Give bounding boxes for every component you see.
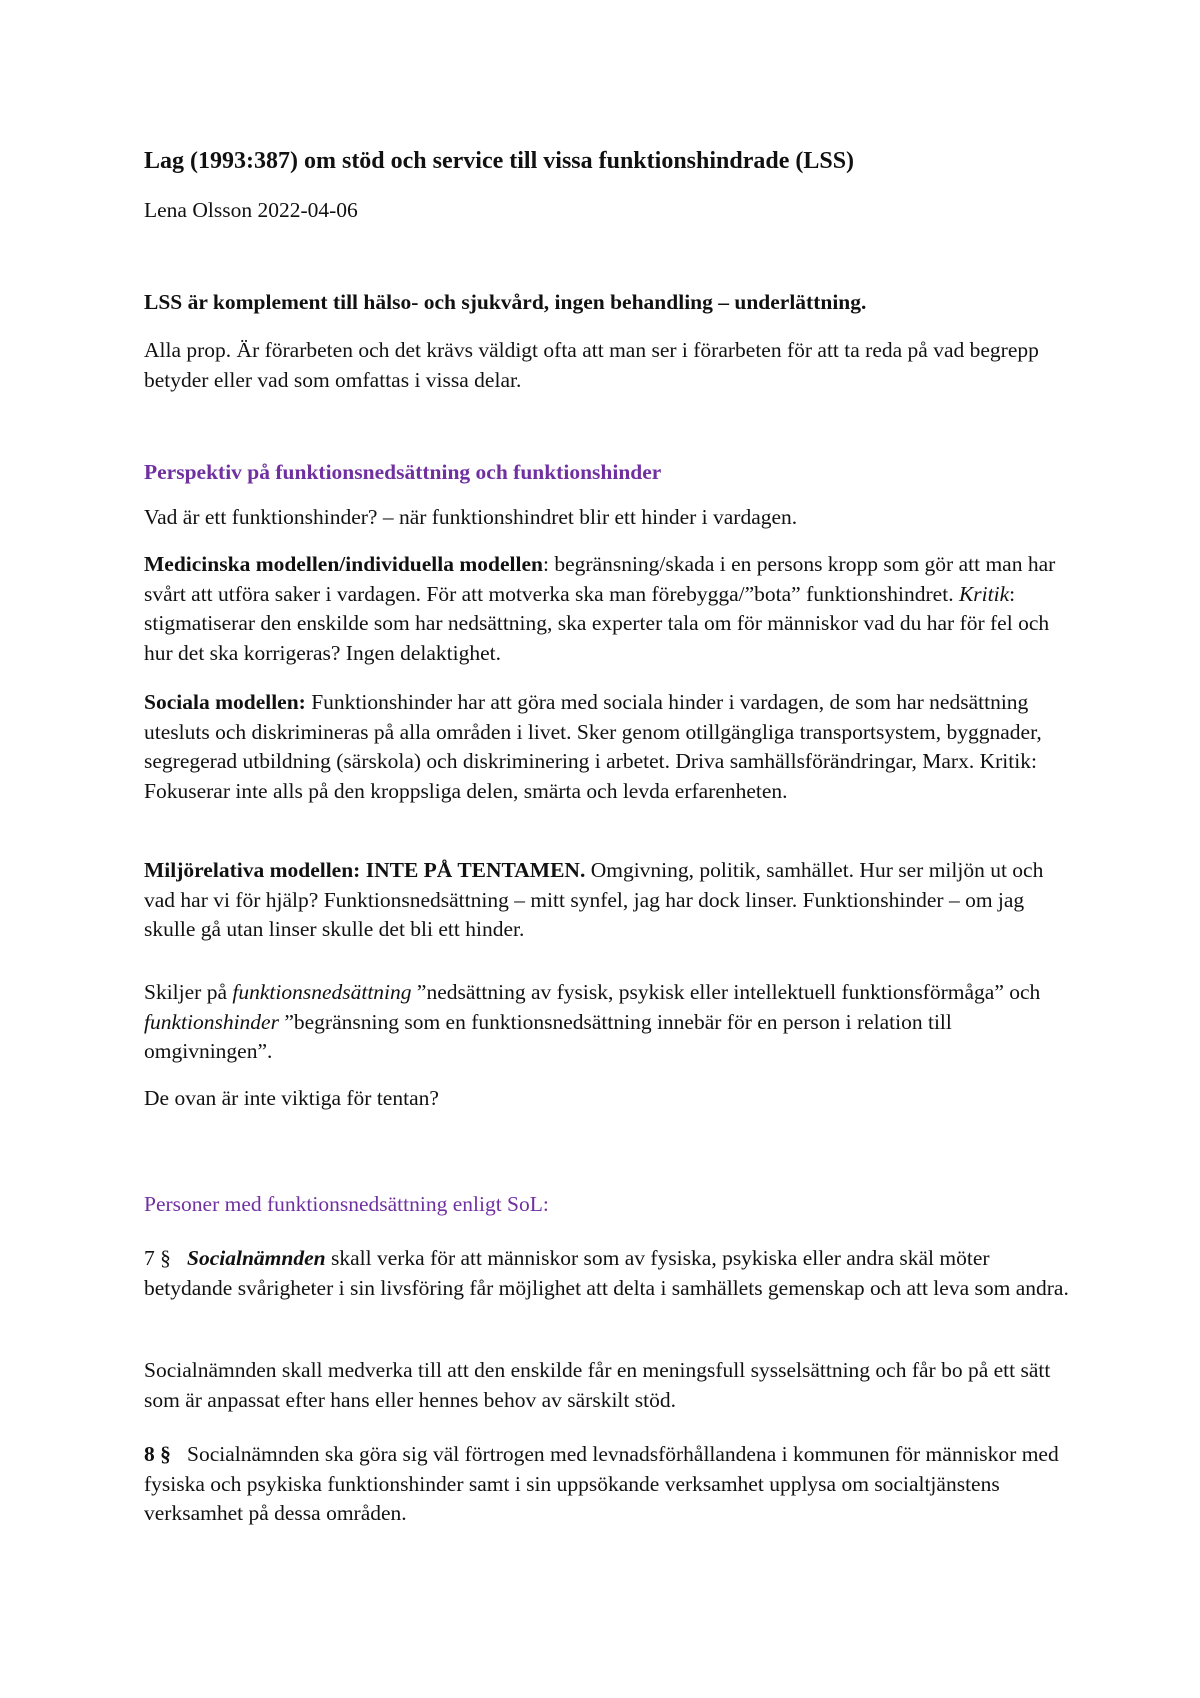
paragraph-7-second: Socialnämnden skall medverka till att den enskilde får en meningsfull sysselsättning och får bo på ett sätt som är anpassat efter hans eller hennes behov av särskilt stöd. <box>144 1358 1051 1412</box>
paragraph-skiljer <box>144 978 1074 1067</box>
document-title: Lag (1993:387) om stöd och service till vissa funktionshindrade (LSS) <box>144 148 855 174</box>
sociala-text: Funktionshinder har att göra med sociala hinder i vardagen, de som har nedsättning utesluts och diskrimineras på alla områden i livet. Sker genom otillgängliga transportsystem, byggnader, segregerad utbildning (särskola) och diskriminering i arbetet. Driva samhällsförändringar, Marx. Kritik: Fokuserar inte alls på den kroppsliga delen, smärta och levda erfarenheten. <box>144 690 1042 803</box>
paragraph-vad-ar: Vad är ett funktionshinder? – när funktionshindret blir ett hinder i vardagen. <box>144 505 798 529</box>
paragraph-7-paragraf <box>144 1244 1074 1303</box>
paragraph-number-8: 8 § <box>144 1442 171 1466</box>
miljo-label: Miljörelativa modellen: INTE PÅ TENTAMEN. <box>144 858 586 882</box>
kritik-term: Kritik <box>958 581 1010 606</box>
skiljer-text-3: ”begränsning som en funktionsnedsättning innebär för en person i relation till omgivningen”. <box>144 1009 952 1063</box>
term-funktionsnedsattning: funktionsnedsättning <box>232 980 412 1004</box>
lead-statement: LSS är komplement till hälso- och sjukvård, ingen behandling – underlättning. <box>144 290 867 314</box>
paragraph-number-7: 7 § <box>144 1246 171 1270</box>
medicinska-text-2: : stigmatiserar den enskilde som har nedsättning, ska experter tala om för människor vad du har för fel och hur det ska korrigeras? Ingen delaktighet. <box>144 581 1050 665</box>
section-heading-personer-sol: Personer med funktionsnedsättning enligt SoL: <box>144 1192 549 1216</box>
paragraph-8-text: Socialnämnden ska göra sig väl förtrogen med levnadsförhållandena i kommunen för människor med fysiska och psykiska funktionshinder samt i sin uppsökande verksamhet upplysa om socialtjänstens verksamhet på dessa områden. <box>144 1442 1059 1525</box>
medicinska-label: Medicinska modellen/individuella modellen <box>144 552 543 576</box>
paragraph-alla-prop: Alla prop. Är förarbeten och det krävs väldigt ofta att man ser i förarbeten för att ta reda på vad begrepp betyder eller vad som omfattas i vissa delar. <box>144 338 1039 392</box>
section-heading-perspektiv: Perspektiv på funktionsnedsättning och funktionshinder <box>144 460 662 484</box>
term-socialnamnden: Socialnämnden <box>187 1246 326 1270</box>
sociala-label: Sociala modellen: <box>144 690 306 714</box>
skiljer-text-1: Skiljer på <box>144 980 233 1004</box>
paragraph-7-text: skall verka för att människor som av fysiska, psykiska eller andra skäl möter betydande svårigheter i sin livsföring får möjlighet att delta i samhällets gemenskap och att leva som andra. <box>144 1246 1069 1300</box>
paragraph-medicinska-modellen <box>144 550 1074 668</box>
paragraph-de-ovan: De ovan är inte viktiga för tentan? <box>144 1086 439 1110</box>
byline: Lena Olsson 2022-04-06 <box>144 198 358 222</box>
term-funktionshinder: funktionshinder <box>144 1009 279 1034</box>
paragraph-8-paragraf <box>144 1440 1074 1529</box>
paragraph-miljorelativa-modellen <box>144 856 1074 945</box>
skiljer-text-2: ”nedsättning av fysisk, psykisk eller intellektuell funktionsförmåga” och <box>411 980 1041 1004</box>
medicinska-text-1: : begränsning/skada i en persons kropp som gör att man har svårt att utföra saker i vardagen. För att motverka ska man förebygga/”bota” funktionshindret. <box>144 552 1056 606</box>
miljo-text: Omgivning, politik, samhället. Hur ser miljön ut och vad har vi för hjälp? Funktionsnedsättning – mitt synfel, jag har dock linser. Funktionshinder – om jag skulle gå utan linser skulle det bli ett hinder. <box>144 858 1044 941</box>
paragraph-sociala-modellen <box>144 688 1074 806</box>
